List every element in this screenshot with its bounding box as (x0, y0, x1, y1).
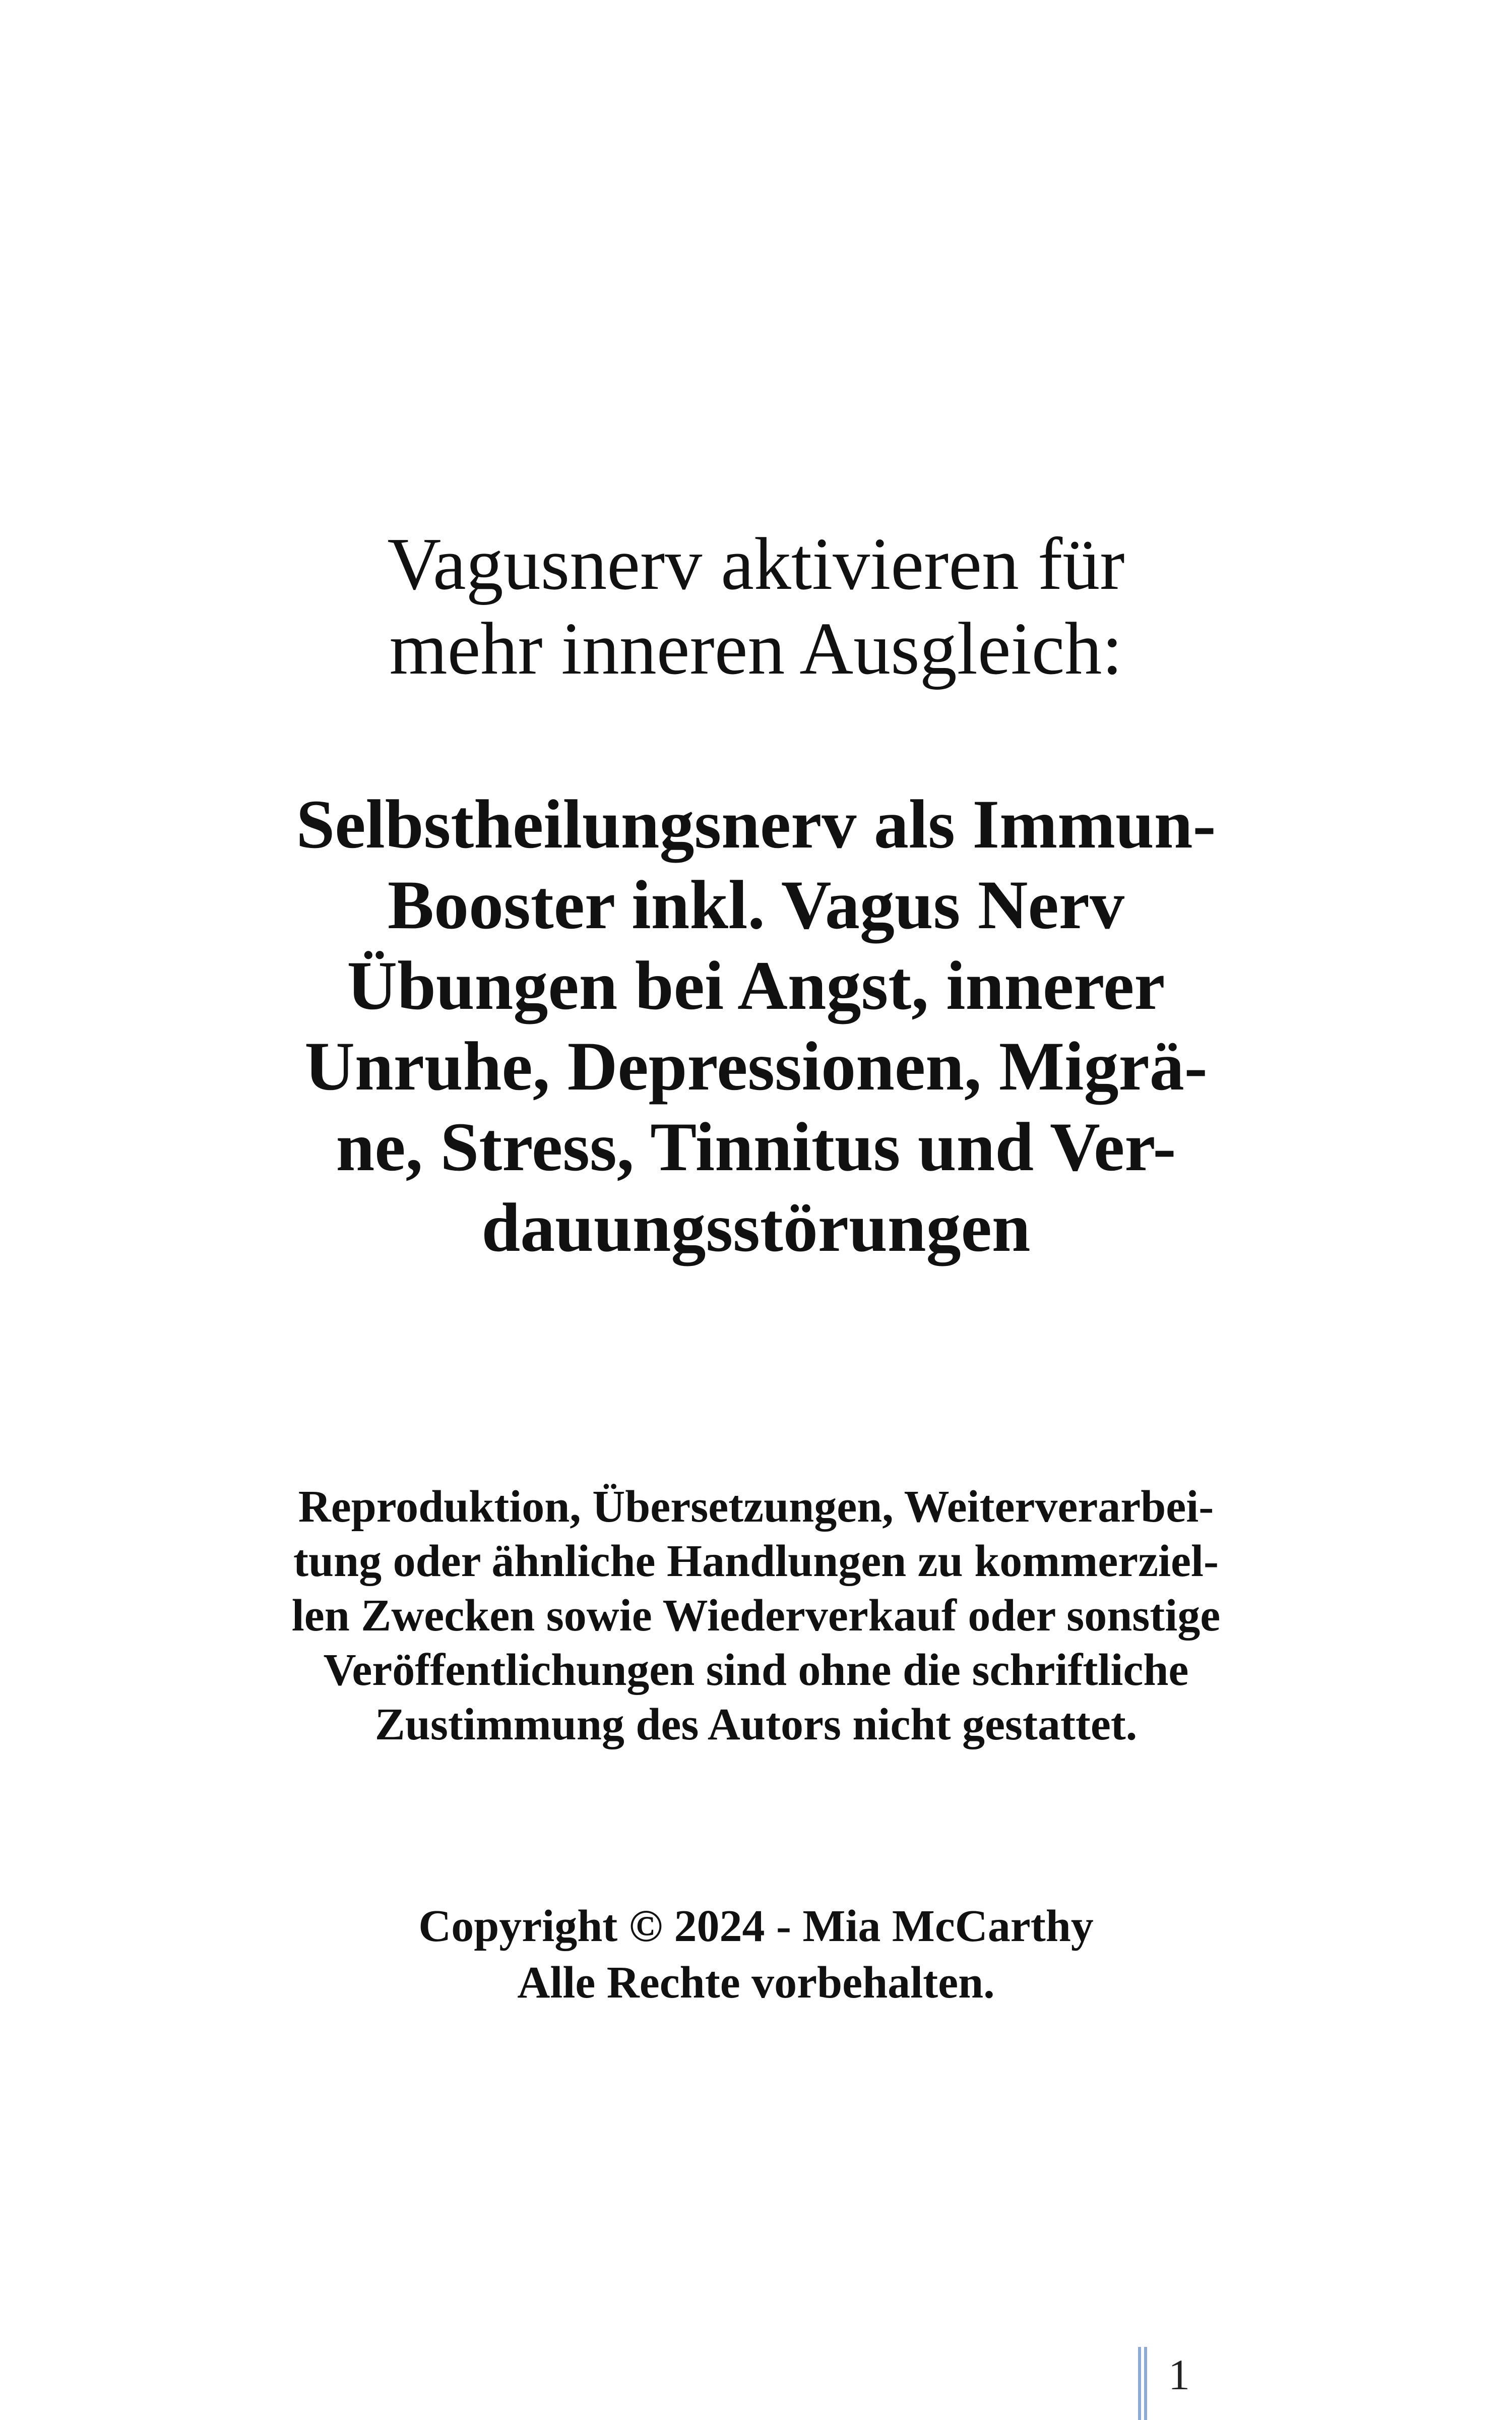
subtitle-line: Selbstheilungsnerv als Immun- (296, 785, 1216, 863)
notice-line: Veröffentlichungen sind ohne die schriftliche (323, 1645, 1189, 1695)
notice-line: Zustimmung des Autors nicht gestattet. (374, 1700, 1138, 1749)
rule-line (1144, 2347, 1147, 2420)
subtitle-line: ne, Stress, Tinnitus und Ver- (336, 1108, 1176, 1185)
title-line: Vagusnerv aktivieren für (387, 523, 1125, 606)
subtitle-line: Übungen bei Angst, innerer (347, 947, 1165, 1024)
rule-line (1138, 2347, 1141, 2420)
book-subtitle (0, 784, 1512, 1268)
rights-reserved-line: Alle Rechte vorbehalten. (517, 1958, 995, 2008)
rights-notice (0, 1480, 1512, 1752)
title-line: mehr inneren Ausgleich: (389, 608, 1123, 690)
page-number-rule (1138, 2347, 1148, 2420)
page-number: 1 (1168, 2350, 1190, 2399)
book-title (0, 522, 1512, 691)
subtitle-line: dauungsstörungen (481, 1189, 1031, 1266)
copyright-line: Copyright © 2024 - Mia McCarthy (418, 1901, 1094, 1951)
copyright-block (0, 1898, 1512, 2011)
subtitle-line: Booster inkl. Vagus Nerv (387, 866, 1124, 943)
notice-line: len Zwecken sowie Wiederverkauf oder sonstige (291, 1591, 1221, 1641)
subtitle-line: Unruhe, Depressionen, Migrä- (304, 1027, 1208, 1105)
notice-line: tung oder ähnliche Handlungen zu kommerziel- (293, 1536, 1219, 1586)
notice-line: Reproduktion, Übersetzungen, Weiterverarbei- (298, 1482, 1214, 1532)
